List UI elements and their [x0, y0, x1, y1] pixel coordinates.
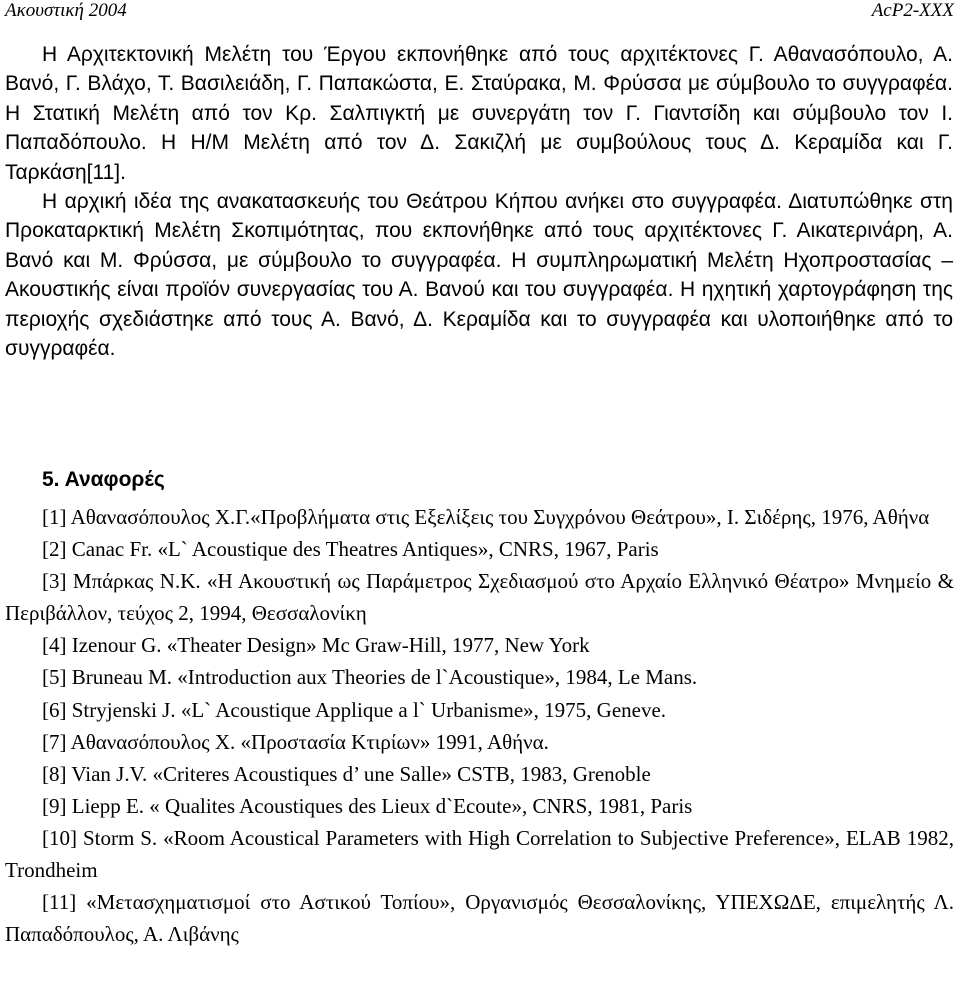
- reference-item: [5] Bruneau M. «Introduction aux Theories de l`Acoustique», 1984, Le Mans.: [42, 665, 698, 690]
- reference-item: [2] Canac Fr. «L` Acoustique des Theatres Antiques», CNRS, 1967, Paris: [42, 537, 659, 562]
- header-paper-id: AcP2-XXX: [871, 0, 954, 21]
- paragraph-project-credits: Η Αρχιτεκτονική Μελέτη του Έργου εκπονήθηκε από τους αρχιτέκτονες Γ. Αθαvασόπουλο, Α. Βανό, Γ. Βλάχο, Τ. Βασιλειάδη, Γ. Παπακώστα, Ε. Σταύρακα, Μ. Φρύσσα με σύμβουλο το συγγραφέα. Η Στατική Μελέτη από τον Κρ. Σαλπιγκτή με συνεργάτη τον Γ. Γιαντσίδη και σύμβουλο τον Ι. Παπαδόπουλο. Η Η/Μ Μελέτη από τον Δ. Σακιζλή με συμβούλους τους Δ. Κεραμίδα και Γ. Ταρκάση[11].: [5, 43, 953, 184]
- page-header: [0, 0, 960, 28]
- reference-item: [6] Stryjenski J. «L` Acoustique Applique a l` Urbanisme», 1975, Geneve.: [42, 697, 667, 722]
- reference-item: [4] Izenour G. «Theater Design» Mc Graw-Hill, 1977, New York: [42, 633, 590, 658]
- body-text: [0, 40, 960, 363]
- reference-item: [1] Αθανασόπουλος Χ.Γ.«Προβλήματα στις Εξελίξεις του Συγχρόνου Θεάτρου», Ι. Σιδέρης, 1976, Αθήνα: [42, 505, 930, 529]
- paragraph-initial-idea: Η αρχική ιδέα της ανακατασκευής του Θεάτρου Κήπου ανήκει στο συγγραφέα. Διατυπώθηκε στη Προκαταρκτική Μελέτη Σκοπιμότητας, που εκπονήθηκε από τους αρχιτέκτονες Γ. Αικατερινάρη, Α. Βανό και Μ. Φρύσσα, με σύμβουλο το συγγραφέα. Η συμπληρωματική Μελέτη Ηχοπροστασίας – Ακουστικής είναι προϊόν συνεργασίας του Α. Βανού και του συγγραφέα. Η ηχητική χαρτογράφηση της περιοχής σχεδιάστηκε από τους Α. Βανό, Δ. Κεραμίδα και το συγγραφέα και υλοποιήθηκε από το συγγραφέα.: [5, 190, 953, 361]
- reference-item: [10] Storm S. «Room Acoustical Parameters with High Correlation to Subjective Preference», ELAB 1982, Trondheim: [5, 825, 954, 883]
- reference-item: [9] Liepp E. « Qualites Acoustiques des Lieux d`Ecoute», CNRS, 1981, Paris: [42, 793, 693, 818]
- references-list: [0, 501, 960, 950]
- references-heading: 5. Αναφορές: [42, 468, 165, 491]
- reference-item: [11] «Μετασχηματισμοί στο Αστικού Τοπίου», Οργανισμός Θεσσαλονίκης, ΥΠΕΧΩΔΕ, επιμελητής Λ. Παπαδόπουλος, Α. Λιβάνης: [5, 890, 954, 947]
- header-conference-title: Ακουστική 2004: [5, 0, 127, 21]
- reference-item: [7] Αθανασόπουλος Χ. «Προστασία Κτιρίων» 1991, Αθήνα.: [42, 729, 549, 754]
- reference-item: [3] Μπάρκας Ν.Κ. «Η Ακουστική ως Παράμετρος Σχεδιασμού στο Αρχαίο Ελληνικό Θέατρο» Μνημείο & Περιβάλλον, τεύχος 2, 1994, Θεσσαλονίκη: [5, 569, 954, 626]
- reference-item: [8] Vian J.V. «Criteres Acoustiques d’ une Salle» CSTB, 1983, Grenoble: [42, 761, 651, 786]
